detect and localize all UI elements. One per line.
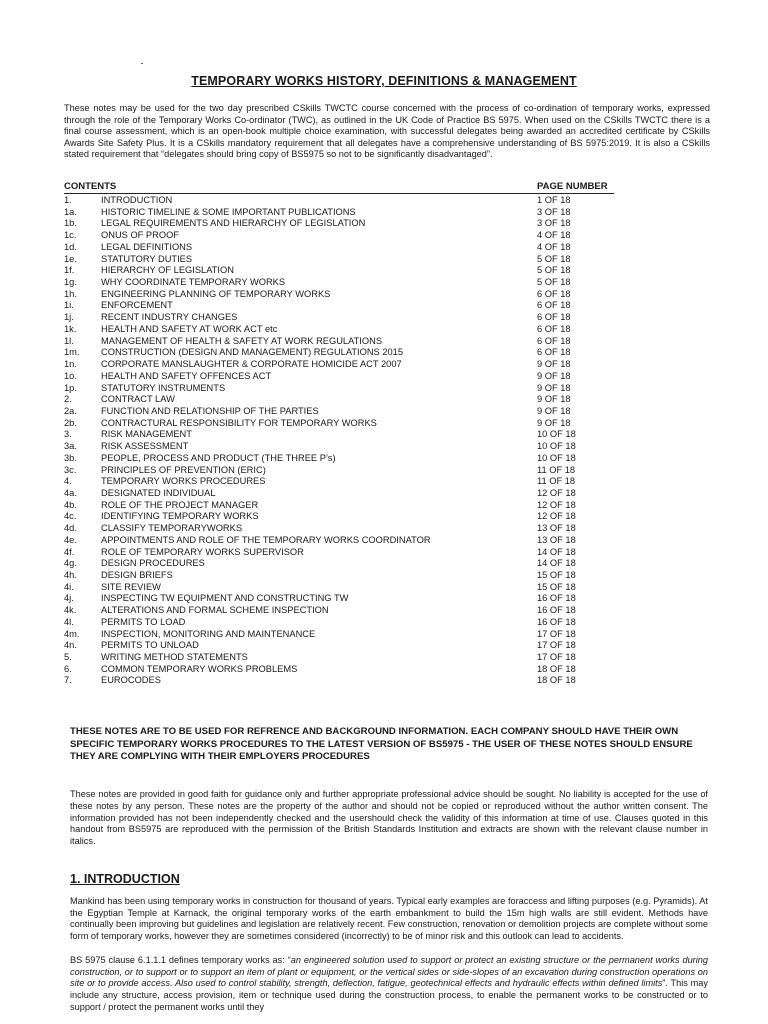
toc-row — [64, 289, 624, 301]
toc-row — [64, 535, 624, 547]
toc-title: PRINCIPLES OF PREVENTION (ERIC) — [101, 464, 266, 475]
toc-page: 18 OF 18 — [537, 675, 576, 686]
toc-number: 1b. — [64, 218, 77, 229]
toc-title: STATUTORY DUTIES — [101, 253, 193, 264]
toc-page: 14 OF 18 — [537, 558, 576, 569]
toc-number: 1g. — [64, 277, 77, 288]
toc-number: 1m. — [64, 347, 80, 358]
table-of-contents — [64, 195, 624, 687]
toc-title: WRITING METHOD STATEMENTS — [101, 652, 248, 663]
toc-number: 4n. — [64, 640, 77, 651]
toc-page: 15 OF 18 — [537, 570, 576, 580]
toc-page: 5 OF 18 — [537, 277, 571, 288]
toc-row — [64, 500, 624, 512]
toc-number: 4i. — [64, 581, 74, 592]
toc-title: ONUS OF PROOF — [101, 230, 179, 241]
toc-number: 2. — [64, 394, 72, 405]
toc-page: 5 OF 18 — [537, 265, 571, 276]
toc-title: CORPORATE MANSLAUGHTER & CORPORATE HOMICIDE ACT 2007 — [101, 359, 402, 370]
toc-row — [64, 242, 624, 254]
toc-page: 6 OF 18 — [537, 323, 571, 334]
toc-row — [64, 593, 624, 605]
toc-number: 1e. — [64, 253, 77, 264]
toc-row — [64, 617, 624, 629]
toc-page: 10 OF 18 — [537, 441, 576, 452]
toc-number: 1j. — [64, 312, 74, 323]
contents-header — [64, 181, 614, 194]
toc-number: 1d. — [64, 241, 77, 252]
toc-title: FUNCTION AND RELATIONSHIP OF THE PARTIES — [101, 405, 319, 416]
toc-row — [64, 207, 624, 219]
toc-title: CONSTRUCTION (DESIGN AND MANAGEMENT) REGULATIONS 2015 — [101, 347, 404, 358]
toc-number: 3c. — [64, 464, 77, 475]
toc-page: 17 OF 18 — [537, 652, 576, 663]
toc-page: 12 OF 18 — [537, 511, 576, 522]
toc-title: HISTORIC TIMELINE & SOME IMPORTANT PUBLICATIONS — [101, 206, 356, 217]
contents-label: CONTENTS — [64, 181, 117, 192]
toc-page: 11 OF 18 — [537, 464, 576, 475]
toc-number: 1n. — [64, 359, 77, 370]
toc-number: 4j. — [64, 593, 74, 604]
toc-page: 4 OF 18 — [537, 241, 571, 252]
toc-title: PEOPLE, PROCESS AND PRODUCT (THE THREE P’s) — [101, 452, 336, 463]
toc-title: INSPECTION, MONITORING AND MAINTENANCE — [101, 628, 316, 639]
toc-row — [64, 488, 624, 500]
usage-notice: THESE NOTES ARE TO BE USED FOR REFRENCE AND BACKGROUND INFORMATION. EACH COMPANY SHOULD HAVE THEIR OWN SPECIFIC TEMPORARY WORKS PROCEDURES TO THE LATEST VERSION OF BS5975 - THE USER OF THESE NOTES SHOULD ENSURE THEY ARE COMPLYING WITH THEIR EMPLOYERS PROCEDURES — [70, 726, 693, 763]
definition-quote: an engineered solution used to support or protect an existing structure or the permanent works during construction, or to support or to support an item of plant or equipment, or the vertical sides or side-slopes of an excavation during construction operations on site or to provide access. Also used to control stability, strength, deflection, fatigue, geotechnical effects and hydraulic effects within defined limits — [70, 955, 709, 989]
toc-number: 6. — [64, 663, 72, 674]
toc-number: 4h. — [64, 570, 77, 580]
scan-speck — [141, 63, 143, 64]
toc-page: 16 OF 18 — [537, 616, 576, 627]
toc-title: ALTERATIONS AND FORMAL SCHEME INSPECTION — [101, 605, 329, 616]
toc-page: 3 OF 18 — [537, 206, 571, 217]
toc-page: 6 OF 18 — [537, 288, 571, 299]
introduction-paragraph-1: Mankind has been using temporary works in construction for thousand of years. Typical early examples are foraccess and lifting purposes (e.g. Pyramids). At the Egyptian Temple at Karnack, the original temporary works of the earth embankment to build the 15m high walls are still evident. Methods have continually been improving but guidelines and legislation are relatively recent. Few construction, renovation or demolition projects are complete without some form of temporary works, however they are sometimes considered (incorrectly) to be of minor risk and this outlook can lead to accidents. — [70, 896, 708, 942]
toc-number: 1i. — [64, 300, 74, 311]
toc-title: ENFORCEMENT — [101, 300, 173, 311]
toc-page: 17 OF 18 — [537, 640, 576, 651]
toc-row — [64, 347, 624, 359]
toc-row — [64, 652, 624, 664]
toc-row — [64, 523, 624, 535]
toc-number: 1p. — [64, 382, 77, 393]
intro-paragraph: These notes may be used for the two day prescribed CSkills TWCTC course concerned with the process of co-ordination of temporary works, expressed through the role of the Temporary Works Co-ordinator (TWC), as outlined in the UK Code of Practice BS 5975. When used on the CSkills TWCTC there is a final course assessment, which is an open-book multiple choice examination, with successful delegates being awarded an accredited certificate by CSkills Awards Site Safety Plus. It is a CSkills mandatory requirement that all delegates have a comprehensive understanding of BS 5975:2019. It is also a CSkills stated requirement that “delegates should bring copy of BS5975 so not to be significantly disadvantaged”. — [64, 103, 710, 160]
toc-title: MANAGEMENT OF HEALTH & SAFETY AT WORK REGULATIONS — [101, 335, 383, 346]
toc-row — [64, 418, 624, 430]
disclaimer-paragraph: These notes are provided in good faith for guidance only and further appropriate professional advice should be sought. No liability is accepted for the use of these notes by any person. These notes are the property of the author and should not be copied or reproduced without the author written consent. The information provided has not been independently checked and the usershould check the validity of this information at time of use. Clauses quoted in this handout from BS5975 are reproduced with the permission of the British Standards Institution and extracts are shown with the relevant clause number in italics. — [70, 789, 708, 847]
toc-row — [64, 254, 624, 266]
toc-title: LEGAL REQUIREMENTS AND HIERARCHY OF LEGISLATION — [101, 218, 366, 229]
toc-page: 9 OF 18 — [537, 405, 571, 416]
toc-page: 16 OF 18 — [537, 605, 576, 616]
toc-number: 4b. — [64, 499, 77, 510]
toc-row — [64, 359, 624, 371]
toc-page: 9 OF 18 — [537, 394, 571, 405]
toc-title: HEALTH AND SAFETY AT WORK ACT etc — [101, 323, 278, 334]
toc-title: APPOINTMENTS AND ROLE OF THE TEMPORARY WORKS COORDINATOR — [101, 534, 431, 545]
toc-row — [64, 277, 624, 289]
toc-title: COMMON TEMPORARY WORKS PROBLEMS — [101, 663, 298, 674]
definition-tail: ”. This may include any structure, access provision, item or technique used during the construction process, to enable the permanent works to be constructed or to support / protect the permanent works until they — [70, 978, 709, 1012]
toc-number: 1l. — [64, 335, 74, 346]
toc-page: 18 OF 18 — [537, 663, 576, 674]
toc-number: 1h. — [64, 288, 77, 299]
toc-page: 5 OF 18 — [537, 253, 571, 264]
toc-row — [64, 558, 624, 570]
toc-row — [64, 300, 624, 312]
toc-number: 5. — [64, 652, 72, 663]
toc-title: RISK ASSESSMENT — [101, 441, 189, 452]
toc-page: 4 OF 18 — [537, 230, 571, 241]
toc-number: 4e. — [64, 534, 77, 545]
toc-row — [64, 511, 624, 523]
toc-number: 4c. — [64, 511, 77, 522]
document-title: TEMPORARY WORKS HISTORY, DEFINITIONS & MANAGEMENT — [191, 74, 577, 88]
toc-page: 3 OF 18 — [537, 218, 571, 229]
toc-row — [64, 429, 624, 441]
toc-page: 12 OF 18 — [537, 499, 576, 510]
toc-page: 14 OF 18 — [537, 546, 576, 557]
toc-page: 6 OF 18 — [537, 312, 571, 323]
toc-row — [64, 324, 624, 336]
toc-page: 9 OF 18 — [537, 359, 571, 370]
toc-row — [64, 371, 624, 383]
toc-title: WHY COORDINATE TEMPORARY WORKS — [101, 277, 286, 288]
toc-page: 13 OF 18 — [537, 534, 576, 545]
toc-page: 13 OF 18 — [537, 523, 576, 534]
toc-title: ROLE OF TEMPORARY WORKS SUPERVISOR — [101, 546, 304, 557]
toc-number: 2b. — [64, 417, 77, 428]
toc-number: 1f. — [64, 265, 75, 276]
toc-number: 3b. — [64, 452, 77, 463]
toc-page: 6 OF 18 — [537, 300, 571, 311]
toc-number: 4l. — [64, 616, 74, 627]
toc-row — [64, 629, 624, 641]
toc-page: 6 OF 18 — [537, 335, 571, 346]
toc-page: 9 OF 18 — [537, 382, 571, 393]
toc-title: CONTRACTURAL RESPONSIBILITY FOR TEMPORARY WORKS — [101, 417, 377, 428]
toc-title: INTRODUCTION — [101, 195, 173, 205]
toc-title: TEMPORARY WORKS PROCEDURES — [101, 476, 266, 487]
toc-title: PERMITS TO LOAD — [101, 616, 186, 627]
toc-number: 1k. — [64, 323, 77, 334]
toc-title: EUROCODES — [101, 675, 161, 686]
toc-number: 3. — [64, 429, 72, 440]
toc-row — [64, 675, 624, 687]
toc-title: RECENT INDUSTRY CHANGES — [101, 312, 238, 323]
toc-title: HEALTH AND SAFETY OFFENCES ACT — [101, 370, 272, 381]
toc-row — [64, 640, 624, 652]
toc-title: PERMITS TO UNLOAD — [101, 640, 199, 651]
page-number-label: PAGE NUMBER — [537, 181, 608, 192]
toc-page: 12 OF 18 — [537, 487, 576, 498]
toc-number: 4m. — [64, 628, 80, 639]
toc-number: 7. — [64, 675, 72, 686]
toc-row — [64, 453, 624, 465]
toc-title: CLASSIFY TEMPORARYWORKS — [101, 523, 243, 534]
toc-title: IDENTIFYING TEMPORARY WORKS — [101, 511, 259, 522]
toc-row — [64, 664, 624, 676]
toc-title: STATUTORY INSTRUMENTS — [101, 382, 226, 393]
toc-row — [64, 605, 624, 617]
toc-title: INSPECTING TW EQUIPMENT AND CONSTRUCTING TW — [101, 593, 349, 604]
toc-number: 1. — [64, 195, 72, 205]
toc-title: SITE REVIEW — [101, 581, 161, 592]
toc-page: 11 OF 18 — [537, 476, 576, 487]
toc-number: 4. — [64, 476, 72, 487]
toc-page: 1 OF 18 — [537, 195, 571, 205]
toc-row — [64, 218, 624, 230]
toc-row — [64, 476, 624, 488]
toc-title: CONTRACT LAW — [101, 394, 175, 405]
toc-page: 10 OF 18 — [537, 429, 576, 440]
toc-number: 4g. — [64, 558, 77, 569]
toc-number: 1c. — [64, 230, 77, 241]
toc-number: 3a. — [64, 441, 77, 452]
toc-page: 17 OF 18 — [537, 628, 576, 639]
toc-page: 10 OF 18 — [537, 452, 576, 463]
toc-page: 16 OF 18 — [537, 593, 576, 604]
section-heading-introduction: 1. INTRODUCTION — [70, 872, 180, 886]
definition-lead: BS 5975 clause 6.1.1.1 defines temporary works as: “ — [70, 955, 291, 965]
toc-row — [64, 441, 624, 453]
toc-row — [64, 582, 624, 594]
toc-page: 15 OF 18 — [537, 581, 576, 592]
toc-row — [64, 312, 624, 324]
toc-title: LEGAL DEFINITIONS — [101, 241, 193, 252]
toc-number: 2a. — [64, 405, 77, 416]
toc-number: 4f. — [64, 546, 75, 557]
toc-title: DESIGN BRIEFS — [101, 570, 173, 580]
toc-number: 4k. — [64, 605, 77, 616]
toc-title: DESIGNATED INDIVIDUAL — [101, 487, 216, 498]
toc-number: 4d. — [64, 523, 77, 534]
toc-row — [64, 570, 624, 582]
toc-row — [64, 230, 624, 242]
toc-title: HIERARCHY OF LEGISLATION — [101, 265, 234, 276]
toc-row — [64, 406, 624, 418]
toc-number: 1o. — [64, 370, 77, 381]
introduction-paragraph-2 — [70, 955, 708, 1014]
toc-row — [64, 195, 624, 207]
toc-row — [64, 394, 624, 406]
toc-page: 9 OF 18 — [537, 417, 571, 428]
toc-row — [64, 383, 624, 395]
toc-page: 6 OF 18 — [537, 347, 571, 358]
toc-row — [64, 265, 624, 277]
toc-page: 9 OF 18 — [537, 370, 571, 381]
toc-title: ROLE OF THE PROJECT MANAGER — [101, 499, 259, 510]
toc-number: 1a. — [64, 206, 77, 217]
toc-row — [64, 336, 624, 348]
toc-title: DESIGN PROCEDURES — [101, 558, 205, 569]
toc-title: ENGINEERING PLANNING OF TEMPORARY WORKS — [101, 288, 331, 299]
toc-title: RISK MANAGEMENT — [101, 429, 192, 440]
toc-row — [64, 465, 624, 477]
toc-number: 4a. — [64, 487, 77, 498]
toc-row — [64, 547, 624, 559]
